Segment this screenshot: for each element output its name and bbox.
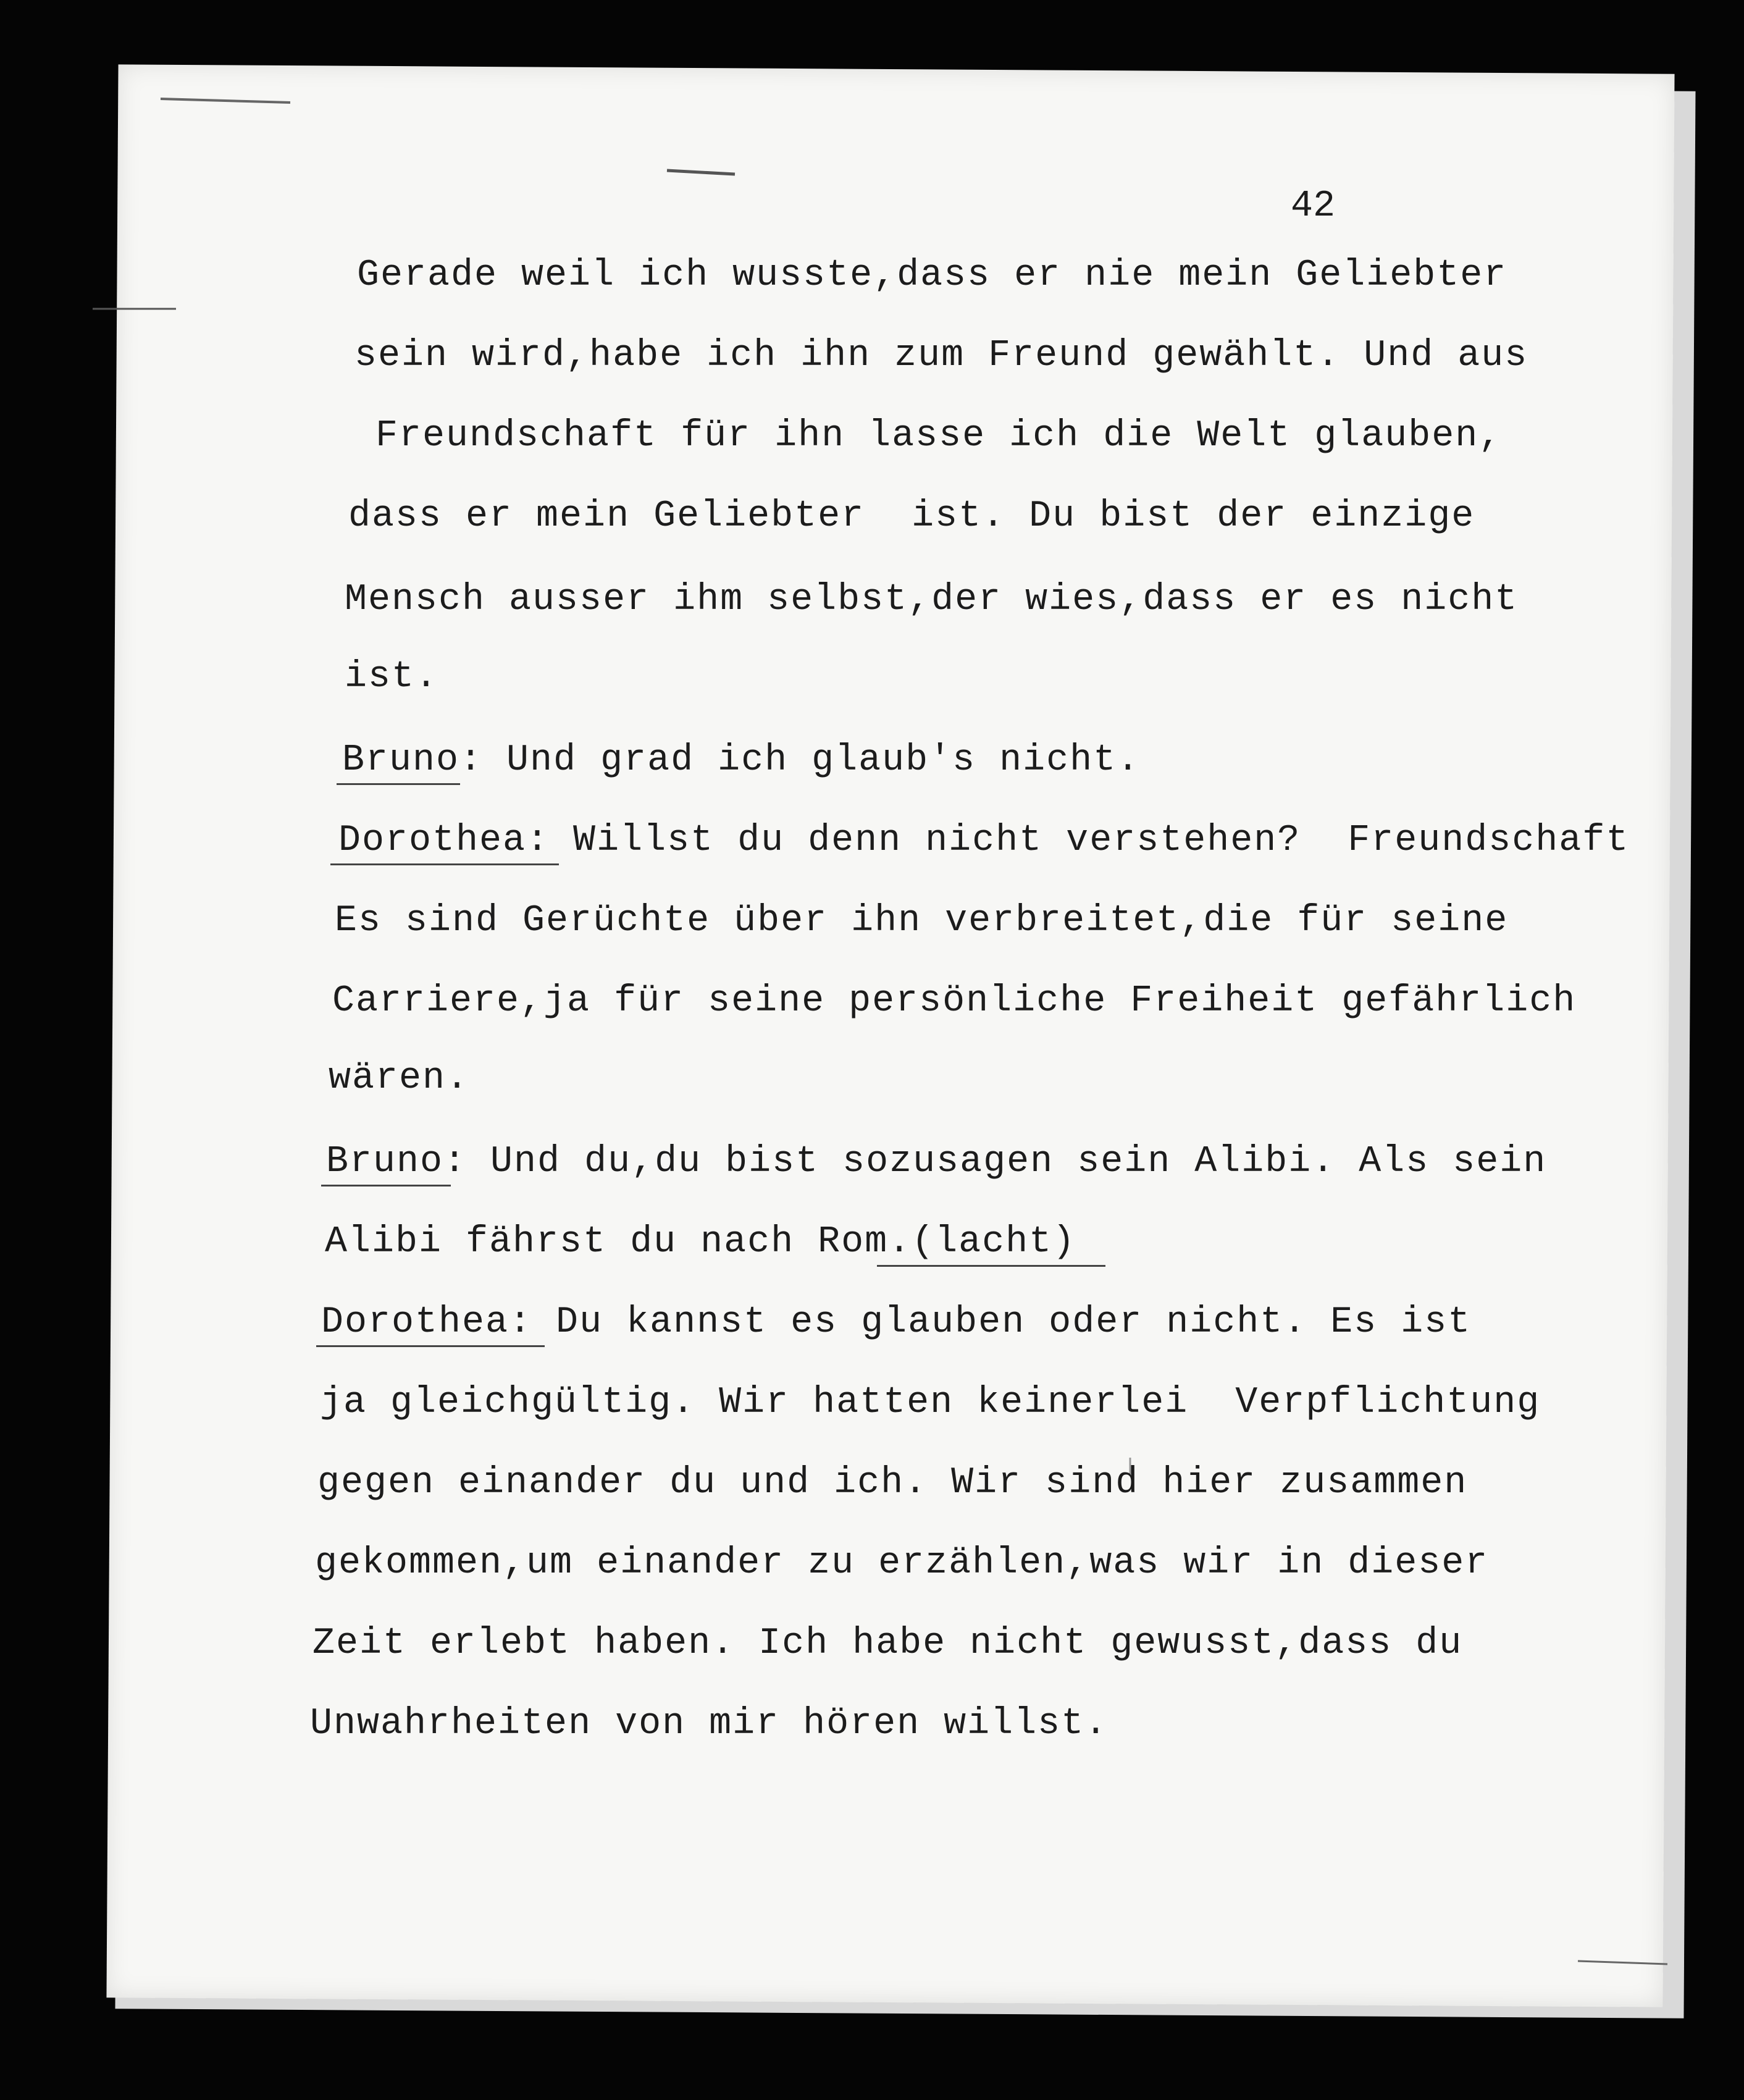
text-line-18: Zeit erlebt haben. Ich habe nicht gewusst,dass du xyxy=(312,1623,1463,1665)
text-line-19: Unwahrheiten von mir hören willst. xyxy=(310,1703,1109,1745)
speaker-line-bruno-1: Bruno: Und grad ich glaub's nicht. xyxy=(342,739,1141,781)
text-line-5: Mensch ausser ihm selbst,der wies,dass er es nicht xyxy=(345,579,1519,621)
text-line-15: ja gleichgültig. Wir hatten keinerlei Verpflichtung xyxy=(320,1382,1541,1424)
text-line-13: Alibi fährst du nach Rom.(lacht) xyxy=(325,1221,1076,1263)
speaker-underline xyxy=(337,783,460,785)
text-line-17: gekommen,um einander zu erzählen,was wir in dieser xyxy=(315,1542,1489,1584)
speaker-line-dorothea-1: Dorothea: Willst du denn nicht verstehen? Freundschaft xyxy=(338,820,1630,862)
speaker-line-dorothea-2: Dorothea: Du kannst es glauben oder nicht. Es ist xyxy=(321,1301,1472,1343)
text-line-16: gegen einander du und ich. Wir sind hier zusammen xyxy=(317,1462,1468,1504)
speaker-line-bruno-2: Bruno: Und du,du bist sozusagen sein Alibi. Als sein xyxy=(326,1141,1547,1183)
page-number: 42 xyxy=(1291,185,1336,227)
speaker-underline xyxy=(316,1345,545,1347)
stage-direction-underline xyxy=(877,1265,1105,1267)
text-line-11: wären. xyxy=(329,1057,470,1099)
text-line-4: dass er mein Geliebter ist. Du bist der einzige xyxy=(348,495,1475,537)
text-line-2: sein wird,habe ich ihn zum Freund gewählt. Und aus xyxy=(354,335,1528,377)
text-line-1: Gerade weil ich wusste,dass er nie mein Geliebter xyxy=(357,254,1507,296)
text-line-10: Carriere,ja für seine persönliche Freiheit gefährlich xyxy=(332,980,1577,1022)
speaker-underline xyxy=(321,1185,451,1186)
text-line-9: Es sind Gerüchte über ihn verbreitet,die für seine xyxy=(335,900,1509,942)
text-line-3: Freundschaft für ihn lasse ich die Welt glauben, xyxy=(352,415,1503,457)
speaker-underline xyxy=(330,863,559,865)
text-line-6: ist. xyxy=(345,656,439,698)
